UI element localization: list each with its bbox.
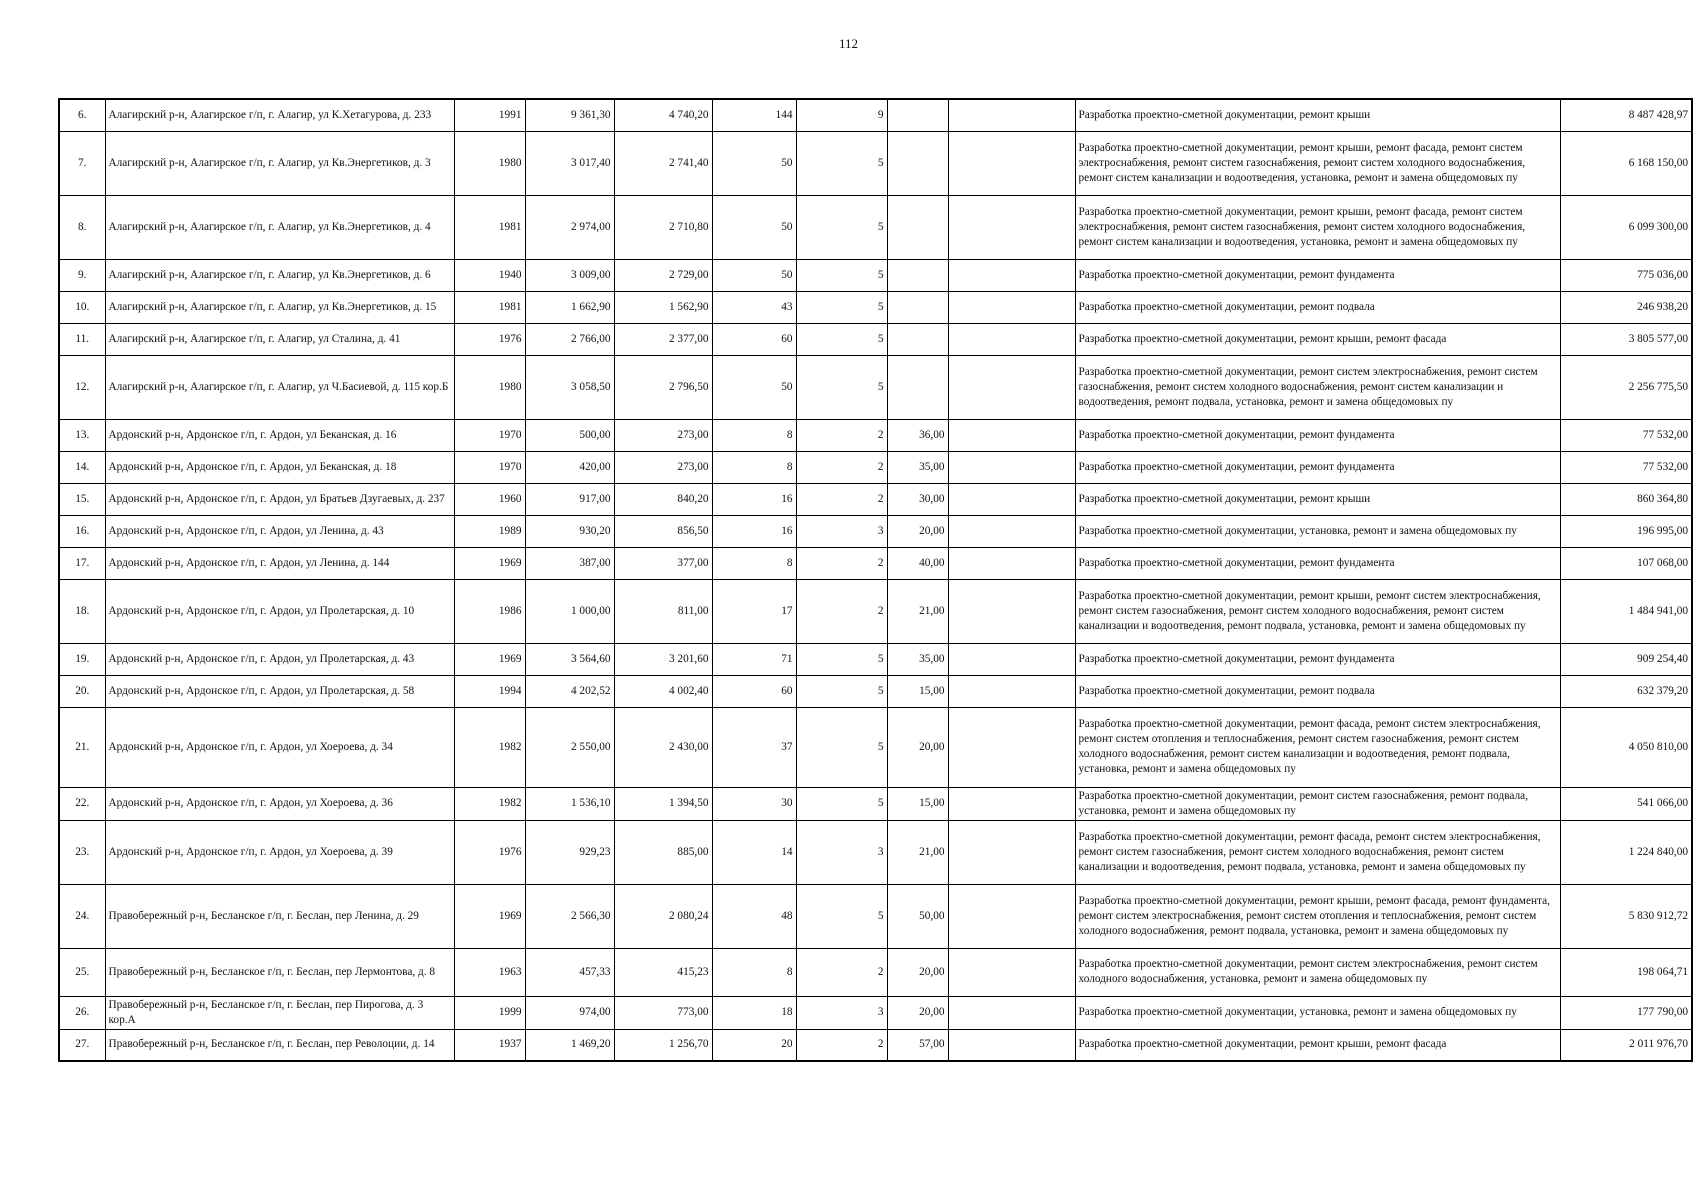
wear-cell: 20,00 xyxy=(887,707,948,787)
total-area-cell: 917,00 xyxy=(525,483,614,515)
living-area-cell: 2 741,40 xyxy=(614,131,712,195)
total-area-cell: 457,33 xyxy=(525,948,614,996)
works-cell: Разработка проектно-сметной документации, ремонт крыши xyxy=(1075,99,1560,131)
total-area-cell: 4 202,52 xyxy=(525,675,614,707)
table-row xyxy=(59,451,1692,483)
residents-cell: 60 xyxy=(712,323,796,355)
floors-cell: 5 xyxy=(796,195,887,259)
address-cell: Алагирский р-н, Алагирское г/п, г. Алагир, ул Сталина, д. 41 xyxy=(105,323,454,355)
works-cell: Разработка проектно-сметной документации, ремонт фасада, ремонт систем электроснабжения, ремонт систем газоснабжения, ремонт систем холодного водоснабжения, ремонт систем канализации и водоотведения, ремонт подвала, установка, ремонт и замена общедомовых пу xyxy=(1075,820,1560,884)
address-cell: Ардонский р-н, Ардонское г/п, г. Ардон, ул Хоероева, д. 34 xyxy=(105,707,454,787)
address-cell: Алагирский р-н, Алагирское г/п, г. Алагир, ул Кв.Энергетиков, д. 15 xyxy=(105,291,454,323)
cost-cell: 77 532,00 xyxy=(1560,451,1692,483)
total-area-cell: 3 058,50 xyxy=(525,355,614,419)
total-area-cell: 9 361,30 xyxy=(525,99,614,131)
table-row xyxy=(59,579,1692,643)
table-row xyxy=(59,820,1692,884)
row-number: 21. xyxy=(59,707,105,787)
works-cell: Разработка проектно-сметной документации, ремонт крыши xyxy=(1075,483,1560,515)
row-number: 23. xyxy=(59,820,105,884)
extra-cell xyxy=(948,707,1075,787)
row-number: 7. xyxy=(59,131,105,195)
year-cell: 1970 xyxy=(454,451,525,483)
works-cell: Разработка проектно-сметной документации, ремонт фасада, ремонт систем электроснабжения, ремонт систем отопления и теплоснабжения, ремонт систем газоснабжения, ремонт систем холодного водоснабжения, ремонт систем канализации и водоотведения, ремонт подвала, установка, ремонт и замена общедомовых пу xyxy=(1075,707,1560,787)
extra-cell xyxy=(948,515,1075,547)
wear-cell: 15,00 xyxy=(887,787,948,820)
address-cell: Ардонский р-н, Ардонское г/п, г. Ардон, ул Ленина, д. 43 xyxy=(105,515,454,547)
extra-cell xyxy=(948,579,1075,643)
year-cell: 1986 xyxy=(454,579,525,643)
works-cell: Разработка проектно-сметной документации, ремонт подвала xyxy=(1075,675,1560,707)
floors-cell: 5 xyxy=(796,643,887,675)
year-cell: 1969 xyxy=(454,884,525,948)
total-area-cell: 3 564,60 xyxy=(525,643,614,675)
row-number: 14. xyxy=(59,451,105,483)
year-cell: 1960 xyxy=(454,483,525,515)
year-cell: 1937 xyxy=(454,1029,525,1061)
residents-cell: 20 xyxy=(712,1029,796,1061)
address-cell: Правобережный р-н, Беcланское г/п, г. Беслан, пер Револоции, д. 14 xyxy=(105,1029,454,1061)
address-cell: Правобережный р-н, Беcланское г/п, г. Беслан, пер Ленина, д. 29 xyxy=(105,884,454,948)
floors-cell: 3 xyxy=(796,820,887,884)
cost-cell: 909 254,40 xyxy=(1560,643,1692,675)
total-area-cell: 500,00 xyxy=(525,419,614,451)
year-cell: 1981 xyxy=(454,195,525,259)
total-area-cell: 2 766,00 xyxy=(525,323,614,355)
floors-cell: 2 xyxy=(796,419,887,451)
year-cell: 1991 xyxy=(454,99,525,131)
total-area-cell: 1 662,90 xyxy=(525,291,614,323)
works-cell: Разработка проектно-сметной документации, ремонт систем электроснабжения, ремонт систем холодного водоснабжения, установка, ремонт и замена общедомовых пу xyxy=(1075,948,1560,996)
row-number: 8. xyxy=(59,195,105,259)
living-area-cell: 2 729,00 xyxy=(614,259,712,291)
works-cell: Разработка проектно-сметной документации, ремонт крыши, ремонт фасада, ремонт систем электроснабжения, ремонт систем газоснабжения, ремонт систем холодного водоснабжения, ремонт систем канализации и водоотведения, установка, ремонт и замена общедомовых пу xyxy=(1075,131,1560,195)
total-area-cell: 2 974,00 xyxy=(525,195,614,259)
residents-cell: 50 xyxy=(712,355,796,419)
extra-cell xyxy=(948,787,1075,820)
row-number: 12. xyxy=(59,355,105,419)
cost-cell: 860 364,80 xyxy=(1560,483,1692,515)
wear-cell: 50,00 xyxy=(887,884,948,948)
total-area-cell: 1 536,10 xyxy=(525,787,614,820)
address-cell: Алагирский р-н, Алагирское г/п, г. Алагир, ул Кв.Энергетиков, д. 6 xyxy=(105,259,454,291)
cost-cell: 6 168 150,00 xyxy=(1560,131,1692,195)
address-cell: Алагирский р-н, Алагирское г/п, г. Алагир, ул К.Хетагурова, д. 233 xyxy=(105,99,454,131)
row-number: 20. xyxy=(59,675,105,707)
residents-cell: 18 xyxy=(712,996,796,1029)
cost-cell: 6 099 300,00 xyxy=(1560,195,1692,259)
cost-cell: 198 064,71 xyxy=(1560,948,1692,996)
table-row xyxy=(59,643,1692,675)
works-cell: Разработка проектно-сметной документации, ремонт крыши, ремонт фасада, ремонт систем электроснабжения, ремонт систем газоснабжения, ремонт систем холодного водоснабжения, ремонт систем канализации и водоотведения, установка, ремонт и замена общедомовых пу xyxy=(1075,195,1560,259)
cost-cell: 5 830 912,72 xyxy=(1560,884,1692,948)
works-cell: Разработка проектно-сметной документации, ремонт фундамента xyxy=(1075,643,1560,675)
wear-cell xyxy=(887,355,948,419)
extra-cell xyxy=(948,996,1075,1029)
row-number: 9. xyxy=(59,259,105,291)
living-area-cell: 2 710,80 xyxy=(614,195,712,259)
cost-cell: 196 995,00 xyxy=(1560,515,1692,547)
row-number: 24. xyxy=(59,884,105,948)
wear-cell: 20,00 xyxy=(887,515,948,547)
wear-cell xyxy=(887,291,948,323)
row-number: 16. xyxy=(59,515,105,547)
total-area-cell: 420,00 xyxy=(525,451,614,483)
address-cell: Алагирский р-н, Алагирское г/п, г. Алагир, ул Ч.Басиевой, д. 115 кор.Б xyxy=(105,355,454,419)
living-area-cell: 377,00 xyxy=(614,547,712,579)
living-area-cell: 4 002,40 xyxy=(614,675,712,707)
row-number: 10. xyxy=(59,291,105,323)
floors-cell: 2 xyxy=(796,547,887,579)
row-number: 22. xyxy=(59,787,105,820)
table-row xyxy=(59,787,1692,820)
living-area-cell: 415,23 xyxy=(614,948,712,996)
cost-cell: 177 790,00 xyxy=(1560,996,1692,1029)
works-cell: Разработка проектно-сметной документации, установка, ремонт и замена общедомовых пу xyxy=(1075,996,1560,1029)
year-cell: 1981 xyxy=(454,291,525,323)
residents-cell: 43 xyxy=(712,291,796,323)
row-number: 13. xyxy=(59,419,105,451)
total-area-cell: 929,23 xyxy=(525,820,614,884)
wear-cell: 20,00 xyxy=(887,996,948,1029)
floors-cell: 5 xyxy=(796,131,887,195)
table-row xyxy=(59,884,1692,948)
row-number: 6. xyxy=(59,99,105,131)
floors-cell: 3 xyxy=(796,996,887,1029)
residents-cell: 60 xyxy=(712,675,796,707)
wear-cell xyxy=(887,131,948,195)
address-cell: Правобережный р-н, Беcланское г/п, г. Беслан, пер Пирогова, д. 3 кор.А xyxy=(105,996,454,1029)
residents-cell: 8 xyxy=(712,419,796,451)
year-cell: 1976 xyxy=(454,323,525,355)
cost-cell: 632 379,20 xyxy=(1560,675,1692,707)
residents-cell: 144 xyxy=(712,99,796,131)
works-cell: Разработка проектно-сметной документации, ремонт систем газоснабжения, ремонт подвала, установка, ремонт и замена общедомовых пу xyxy=(1075,787,1560,820)
residents-cell: 50 xyxy=(712,195,796,259)
cost-cell: 107 068,00 xyxy=(1560,547,1692,579)
address-cell: Ардонский р-н, Ардонское г/п, г. Ардон, ул Беканская, д. 18 xyxy=(105,451,454,483)
floors-cell: 5 xyxy=(796,259,887,291)
works-cell: Разработка проектно-сметной документации, ремонт крыши, ремонт фасада, ремонт фундамента, ремонт систем электроснабжения, ремонт систем отопления и теплоснабжения, ремонт систем холодного водоснабжения, ремонт подвала, установка, ремонт и замена общедомовых пу xyxy=(1075,884,1560,948)
cost-cell: 8 487 428,97 xyxy=(1560,99,1692,131)
wear-cell: 35,00 xyxy=(887,643,948,675)
table-row xyxy=(59,675,1692,707)
cost-cell: 77 532,00 xyxy=(1560,419,1692,451)
works-cell: Разработка проектно-сметной документации, ремонт крыши, ремонт фасада xyxy=(1075,323,1560,355)
table-row xyxy=(59,99,1692,131)
total-area-cell: 2 550,00 xyxy=(525,707,614,787)
address-cell: Ардонский р-н, Ардонское г/п, г. Ардон, ул Ленина, д. 144 xyxy=(105,547,454,579)
wear-cell: 40,00 xyxy=(887,547,948,579)
floors-cell: 5 xyxy=(796,707,887,787)
extra-cell xyxy=(948,483,1075,515)
floors-cell: 5 xyxy=(796,787,887,820)
residents-cell: 17 xyxy=(712,579,796,643)
residents-cell: 8 xyxy=(712,948,796,996)
table-row xyxy=(59,355,1692,419)
table-row xyxy=(59,996,1692,1029)
address-cell: Ардонский р-н, Ардонское г/п, г. Ардон, ул Хоероева, д. 39 xyxy=(105,820,454,884)
total-area-cell: 2 566,30 xyxy=(525,884,614,948)
living-area-cell: 3 201,60 xyxy=(614,643,712,675)
living-area-cell: 273,00 xyxy=(614,419,712,451)
living-area-cell: 273,00 xyxy=(614,451,712,483)
works-cell: Разработка проектно-сметной документации, ремонт фундамента xyxy=(1075,419,1560,451)
table-row xyxy=(59,1029,1692,1061)
living-area-cell: 2 377,00 xyxy=(614,323,712,355)
table-row xyxy=(59,515,1692,547)
living-area-cell: 856,50 xyxy=(614,515,712,547)
extra-cell xyxy=(948,675,1075,707)
extra-cell xyxy=(948,820,1075,884)
residents-cell: 50 xyxy=(712,259,796,291)
extra-cell xyxy=(948,948,1075,996)
table-row xyxy=(59,547,1692,579)
extra-cell xyxy=(948,259,1075,291)
wear-cell: 57,00 xyxy=(887,1029,948,1061)
works-cell: Разработка проектно-сметной документации, ремонт фундамента xyxy=(1075,451,1560,483)
table-row xyxy=(59,291,1692,323)
year-cell: 1976 xyxy=(454,820,525,884)
works-cell: Разработка проектно-сметной документации, ремонт фундамента xyxy=(1075,259,1560,291)
table-body xyxy=(59,99,1692,1061)
total-area-cell: 1 000,00 xyxy=(525,579,614,643)
extra-cell xyxy=(948,419,1075,451)
extra-cell xyxy=(948,547,1075,579)
residents-cell: 71 xyxy=(712,643,796,675)
works-cell: Разработка проектно-сметной документации, ремонт подвала xyxy=(1075,291,1560,323)
address-cell: Ардонский р-н, Ардонское г/п, г. Ардон, ул Хоероева, д. 36 xyxy=(105,787,454,820)
wear-cell: 35,00 xyxy=(887,451,948,483)
living-area-cell: 811,00 xyxy=(614,579,712,643)
year-cell: 1989 xyxy=(454,515,525,547)
table-row xyxy=(59,195,1692,259)
wear-cell xyxy=(887,259,948,291)
floors-cell: 2 xyxy=(796,451,887,483)
residents-cell: 37 xyxy=(712,707,796,787)
row-number: 18. xyxy=(59,579,105,643)
row-number: 11. xyxy=(59,323,105,355)
cost-cell: 1 484 941,00 xyxy=(1560,579,1692,643)
living-area-cell: 2 080,24 xyxy=(614,884,712,948)
address-cell: Алагирский р-н, Алагирское г/п, г. Алагир, ул Кв.Энергетиков, д. 3 xyxy=(105,131,454,195)
address-cell: Ардонский р-н, Ардонское г/п, г. Ардон, ул Пролетарская, д. 10 xyxy=(105,579,454,643)
cost-cell: 246 938,20 xyxy=(1560,291,1692,323)
floors-cell: 2 xyxy=(796,579,887,643)
address-cell: Ардонский р-н, Ардонское г/п, г. Ардон, ул Пролетарская, д. 43 xyxy=(105,643,454,675)
repair-program-table xyxy=(58,98,1693,1062)
living-area-cell: 840,20 xyxy=(614,483,712,515)
year-cell: 1969 xyxy=(454,643,525,675)
total-area-cell: 974,00 xyxy=(525,996,614,1029)
extra-cell xyxy=(948,643,1075,675)
floors-cell: 3 xyxy=(796,515,887,547)
address-cell: Ардонский р-н, Ардонское г/п, г. Ардон, ул Братьев Дзугаевых, д. 237 xyxy=(105,483,454,515)
cost-cell: 541 066,00 xyxy=(1560,787,1692,820)
year-cell: 1994 xyxy=(454,675,525,707)
living-area-cell: 1 394,50 xyxy=(614,787,712,820)
address-cell: Ардонский р-н, Ардонское г/п, г. Ардон, ул Пролетарская, д. 58 xyxy=(105,675,454,707)
table-row xyxy=(59,323,1692,355)
row-number: 25. xyxy=(59,948,105,996)
residents-cell: 16 xyxy=(712,483,796,515)
address-cell: Правобережный р-н, Беcланское г/п, г. Беслан, пер Лермонтова, д. 8 xyxy=(105,948,454,996)
row-number: 26. xyxy=(59,996,105,1029)
table-row xyxy=(59,419,1692,451)
year-cell: 1982 xyxy=(454,707,525,787)
residents-cell: 30 xyxy=(712,787,796,820)
row-number: 15. xyxy=(59,483,105,515)
works-cell: Разработка проектно-сметной документации, ремонт крыши, ремонт фасада xyxy=(1075,1029,1560,1061)
address-cell: Ардонский р-н, Ардонское г/п, г. Ардон, ул Беканская, д. 16 xyxy=(105,419,454,451)
total-area-cell: 387,00 xyxy=(525,547,614,579)
living-area-cell: 885,00 xyxy=(614,820,712,884)
cost-cell: 2 011 976,70 xyxy=(1560,1029,1692,1061)
wear-cell: 21,00 xyxy=(887,579,948,643)
table-row xyxy=(59,131,1692,195)
residents-cell: 8 xyxy=(712,547,796,579)
wear-cell: 20,00 xyxy=(887,948,948,996)
extra-cell xyxy=(948,131,1075,195)
total-area-cell: 1 469,20 xyxy=(525,1029,614,1061)
living-area-cell: 1 562,90 xyxy=(614,291,712,323)
floors-cell: 5 xyxy=(796,675,887,707)
total-area-cell: 3 009,00 xyxy=(525,259,614,291)
cost-cell: 1 224 840,00 xyxy=(1560,820,1692,884)
extra-cell xyxy=(948,195,1075,259)
extra-cell xyxy=(948,1029,1075,1061)
residents-cell: 8 xyxy=(712,451,796,483)
cost-cell: 775 036,00 xyxy=(1560,259,1692,291)
extra-cell xyxy=(948,355,1075,419)
year-cell: 1999 xyxy=(454,996,525,1029)
cost-cell: 2 256 775,50 xyxy=(1560,355,1692,419)
extra-cell xyxy=(948,323,1075,355)
table-row xyxy=(59,948,1692,996)
cost-cell: 3 805 577,00 xyxy=(1560,323,1692,355)
row-number: 17. xyxy=(59,547,105,579)
extra-cell xyxy=(948,291,1075,323)
floors-cell: 5 xyxy=(796,323,887,355)
floors-cell: 5 xyxy=(796,355,887,419)
year-cell: 1980 xyxy=(454,131,525,195)
year-cell: 1969 xyxy=(454,547,525,579)
floors-cell: 5 xyxy=(796,884,887,948)
wear-cell: 15,00 xyxy=(887,675,948,707)
total-area-cell: 3 017,40 xyxy=(525,131,614,195)
table-row xyxy=(59,259,1692,291)
residents-cell: 14 xyxy=(712,820,796,884)
year-cell: 1980 xyxy=(454,355,525,419)
year-cell: 1982 xyxy=(454,787,525,820)
living-area-cell: 4 740,20 xyxy=(614,99,712,131)
works-cell: Разработка проектно-сметной документации, ремонт крыши, ремонт систем электроснабжения, ремонт систем газоснабжения, ремонт систем холодного водоснабжения, ремонт систем канализации и водоотведения, ремонт подвала, установка, ремонт и замена общедомовых пу xyxy=(1075,579,1560,643)
wear-cell: 21,00 xyxy=(887,820,948,884)
residents-cell: 50 xyxy=(712,131,796,195)
wear-cell: 36,00 xyxy=(887,419,948,451)
floors-cell: 9 xyxy=(796,99,887,131)
address-cell: Алагирский р-н, Алагирское г/п, г. Алагир, ул Кв.Энергетиков, д. 4 xyxy=(105,195,454,259)
living-area-cell: 773,00 xyxy=(614,996,712,1029)
extra-cell xyxy=(948,451,1075,483)
wear-cell xyxy=(887,195,948,259)
year-cell: 1963 xyxy=(454,948,525,996)
floors-cell: 2 xyxy=(796,1029,887,1061)
residents-cell: 48 xyxy=(712,884,796,948)
table-row xyxy=(59,707,1692,787)
floors-cell: 2 xyxy=(796,483,887,515)
wear-cell: 30,00 xyxy=(887,483,948,515)
cost-cell: 4 050 810,00 xyxy=(1560,707,1692,787)
floors-cell: 2 xyxy=(796,948,887,996)
row-number: 19. xyxy=(59,643,105,675)
works-cell: Разработка проектно-сметной документации, ремонт систем электроснабжения, ремонт систем газоснабжения, ремонт систем холодного водоснабжения, ремонт систем канализации и водоотведения, ремонт подвала, установка, ремонт и замена общедомовых пу xyxy=(1075,355,1560,419)
wear-cell xyxy=(887,323,948,355)
extra-cell xyxy=(948,99,1075,131)
year-cell: 1940 xyxy=(454,259,525,291)
residents-cell: 16 xyxy=(712,515,796,547)
row-number: 27. xyxy=(59,1029,105,1061)
floors-cell: 5 xyxy=(796,291,887,323)
extra-cell xyxy=(948,884,1075,948)
living-area-cell: 2 796,50 xyxy=(614,355,712,419)
wear-cell xyxy=(887,99,948,131)
living-area-cell: 1 256,70 xyxy=(614,1029,712,1061)
works-cell: Разработка проектно-сметной документации, ремонт фундамента xyxy=(1075,547,1560,579)
living-area-cell: 2 430,00 xyxy=(614,707,712,787)
total-area-cell: 930,20 xyxy=(525,515,614,547)
table-row xyxy=(59,483,1692,515)
page-number: 112 xyxy=(838,36,859,51)
year-cell: 1970 xyxy=(454,419,525,451)
works-cell: Разработка проектно-сметной документации, установка, ремонт и замена общедомовых пу xyxy=(1075,515,1560,547)
